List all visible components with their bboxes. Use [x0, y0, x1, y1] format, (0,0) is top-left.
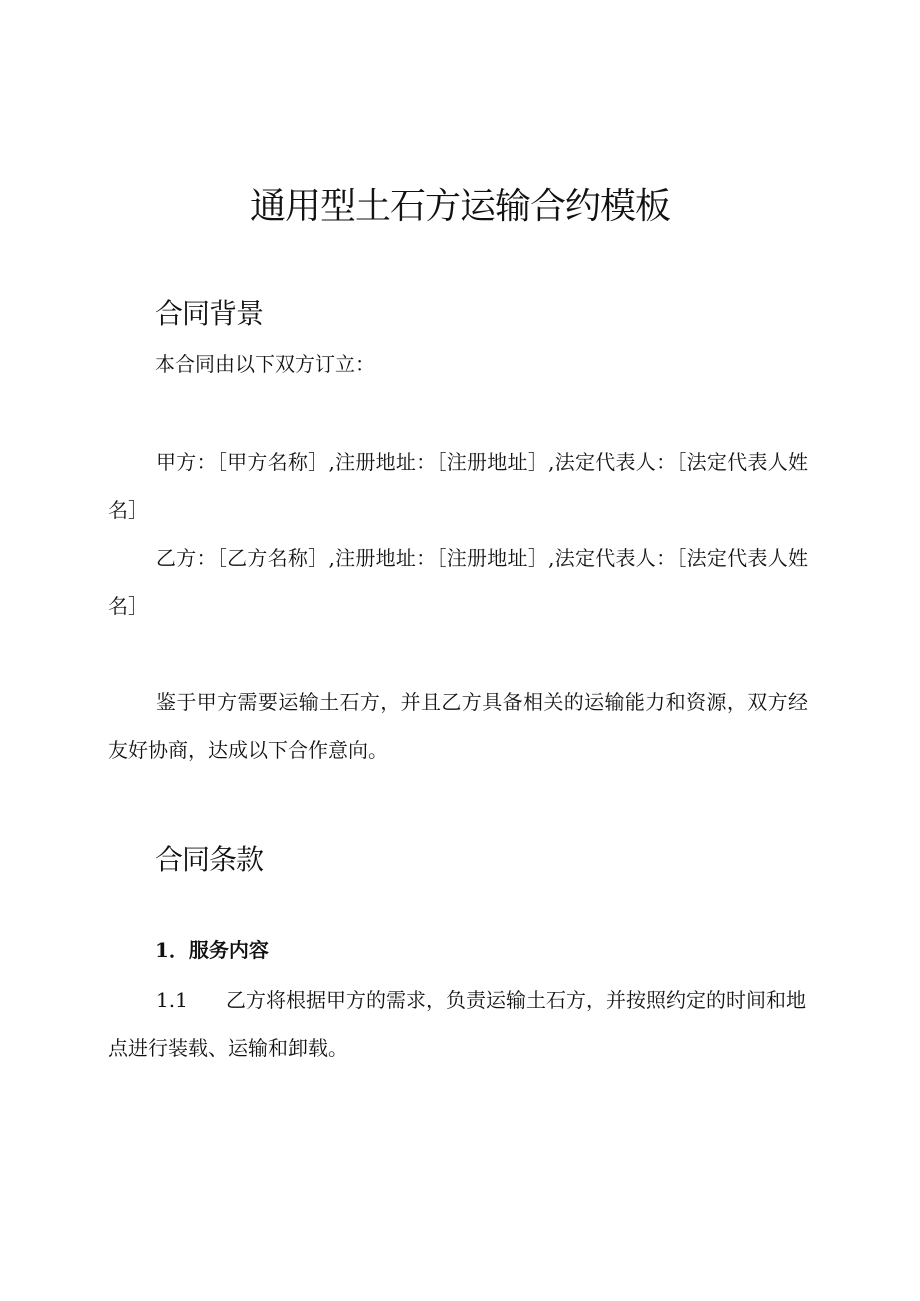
clause-number: 1.1	[156, 988, 188, 1012]
intro-text: 本合同由以下双方订立：	[155, 352, 375, 376]
clause-text: 乙方将根据甲方的需求，负责运输土石方，并按照约定的时间和地点进行装载、运输和卸载。	[108, 988, 806, 1060]
section-heading-background: 合同背景	[155, 297, 264, 330]
whereas-paragraph: 鉴于甲方需要运输土石方，并且乙方具备相关的运输能力和资源，双方经友好协商，达成以下合作意向。	[108, 690, 808, 762]
party-b-paragraph: 乙方：［乙方名称］,注册地址：［注册地址］,法定代表人：［法定代表人姓名］	[108, 546, 808, 618]
section-heading-terms: 合同条款	[155, 843, 264, 876]
section-1-title: 1．服务内容	[155, 938, 269, 962]
document-title: 通用型土石方运输合约模板	[249, 186, 670, 227]
clause-1-1	[108, 976, 808, 1072]
party-a-paragraph: 甲方：［甲方名称］,注册地址：［注册地址］,法定代表人：［法定代表人姓名］	[108, 450, 808, 522]
